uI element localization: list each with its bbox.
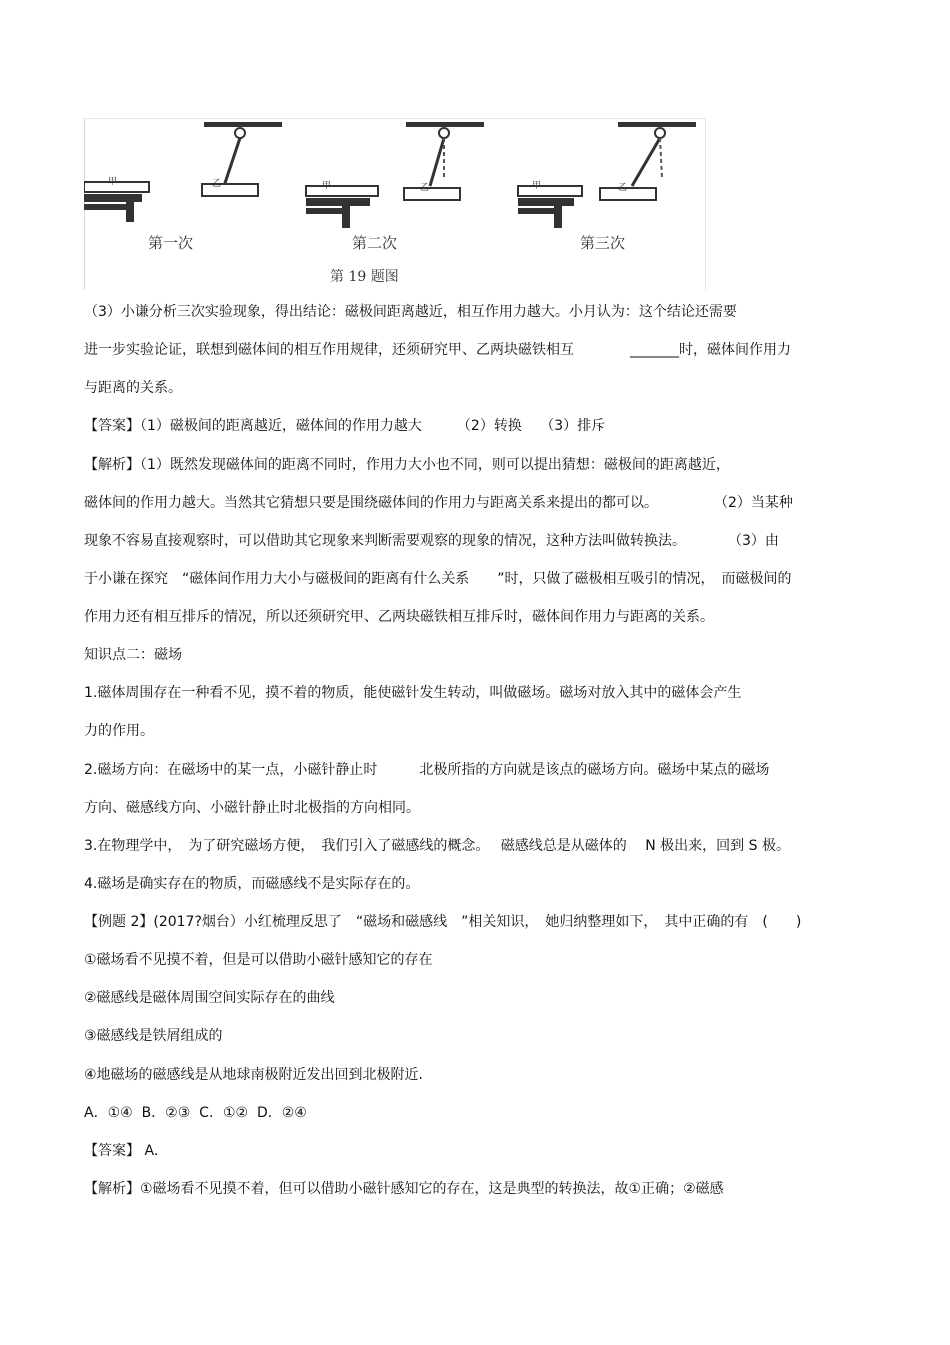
analysis-line: 于小谦在探究 “磁体间作用力大小与磁极间的距离有什么关系 ”时，只做了磁极相互吸引的情况， 而磁极间的: [84, 571, 792, 587]
magnet-label-a: 甲: [532, 181, 542, 191]
text-line: （3）小谦分析三次实验现象，得出结论：磁极间距离越近，相互作用力越大。小月认为：这个结论还需要: [84, 304, 737, 320]
text-line: 4.磁场是确实存在的物质，而磁感线不是实际存在的。: [84, 876, 420, 892]
answer-line: 【答案】 A．: [84, 1143, 169, 1159]
analysis-line: 【解析】①磁场看不见摸不着，但可以借助小磁针感知它的存在，这是典型的转换法，故①正确；②磁感: [84, 1181, 724, 1197]
text-line: 2.磁场方向：在磁场中的某一点，小磁针静止时 北极所指的方向就是该点的磁场方向。磁场中某点的磁场: [84, 762, 770, 778]
answer-line: 【答案】（1）磁极间的距离越近，磁体间的作用力越大 （2）转换 （3）排斥: [84, 418, 606, 434]
analysis-line: 磁体间的作用力越大。当然其它猜想只要是围绕磁体间的作用力与距离关系来提出的都可以。 （2）当某种: [84, 495, 793, 511]
example-question: 【例题 2】(2017?烟台）小红梳理反思了 “磁场和磁感线 ”相关知识， 她归纳整理如下， 其中正确的有 ( ): [84, 914, 802, 930]
section-heading: 知识点二：磁场: [84, 647, 182, 663]
analysis-line: 【解析】（1）既然发现磁体间的距离不同时，作用力大小也不同，则可以提出猜想：磁极间的距离越近，: [84, 457, 730, 473]
trial-3-apparatus: [518, 122, 696, 228]
magnet-label-b: 乙: [420, 183, 430, 193]
magnet-label-b: 乙: [618, 183, 628, 193]
statement-item: ④地磁场的磁感线是从地球南极附近发出回到北极附近.: [84, 1067, 423, 1083]
choice-options: A．①④ B．②③ C．①② D．②④: [84, 1105, 307, 1121]
text-line: 1.磁体周围存在一种看不见，摸不着的物质，能使磁针发生转动，叫做磁场。磁场对放入其中的磁体会产生: [84, 685, 742, 701]
experiment-diagram: [84, 118, 706, 290]
trial-1-apparatus: [84, 122, 282, 222]
figure-caption: 第 19 题图: [330, 269, 399, 285]
magnet-label-a: 甲: [108, 177, 118, 187]
experiment-figure: [84, 118, 706, 290]
analysis-line: 作用力还有相互排斥的情况，所以还须研究甲、乙两块磁铁相互排斥时，磁体间作用力与距离的关系。: [84, 609, 714, 625]
trial-label-1: 第一次: [148, 234, 194, 252]
analysis-line: 现象不容易直接观察时，可以借助其它现象来判断需要观察的现象的情况，这种方法叫做转换法。 （3）由: [84, 533, 779, 549]
text-line: 力的作用。: [84, 723, 154, 739]
statement-item: ①磁场看不见摸不着，但是可以借助小磁针感知它的存在: [84, 952, 433, 968]
text-line: 方向、磁感线方向、小磁针静止时北极指的方向相同。: [84, 800, 420, 816]
trial-label-3: 第三次: [580, 234, 626, 252]
magnet-label-a: 甲: [322, 181, 332, 191]
trial-2-apparatus: [306, 122, 484, 228]
statement-item: ③磁感线是铁屑组成的: [84, 1028, 223, 1044]
text-line: 与距离的关系。: [84, 380, 182, 396]
text-line: 3.在物理学中， 为了研究磁场方便， 我们引入了磁感线的概念。 磁感线总是从磁体的 N 极出来，回到 S 极。: [84, 838, 790, 854]
text-line: 进一步实验论证，联想到磁体间的相互作用规律，还须研究甲、乙两块磁铁相互 _______时，磁体间作用力: [84, 342, 791, 358]
statement-item: ②磁感线是磁体周围空间实际存在的曲线: [84, 990, 335, 1006]
trial-label-2: 第二次: [352, 234, 398, 252]
magnet-label-b: 乙: [212, 179, 222, 189]
